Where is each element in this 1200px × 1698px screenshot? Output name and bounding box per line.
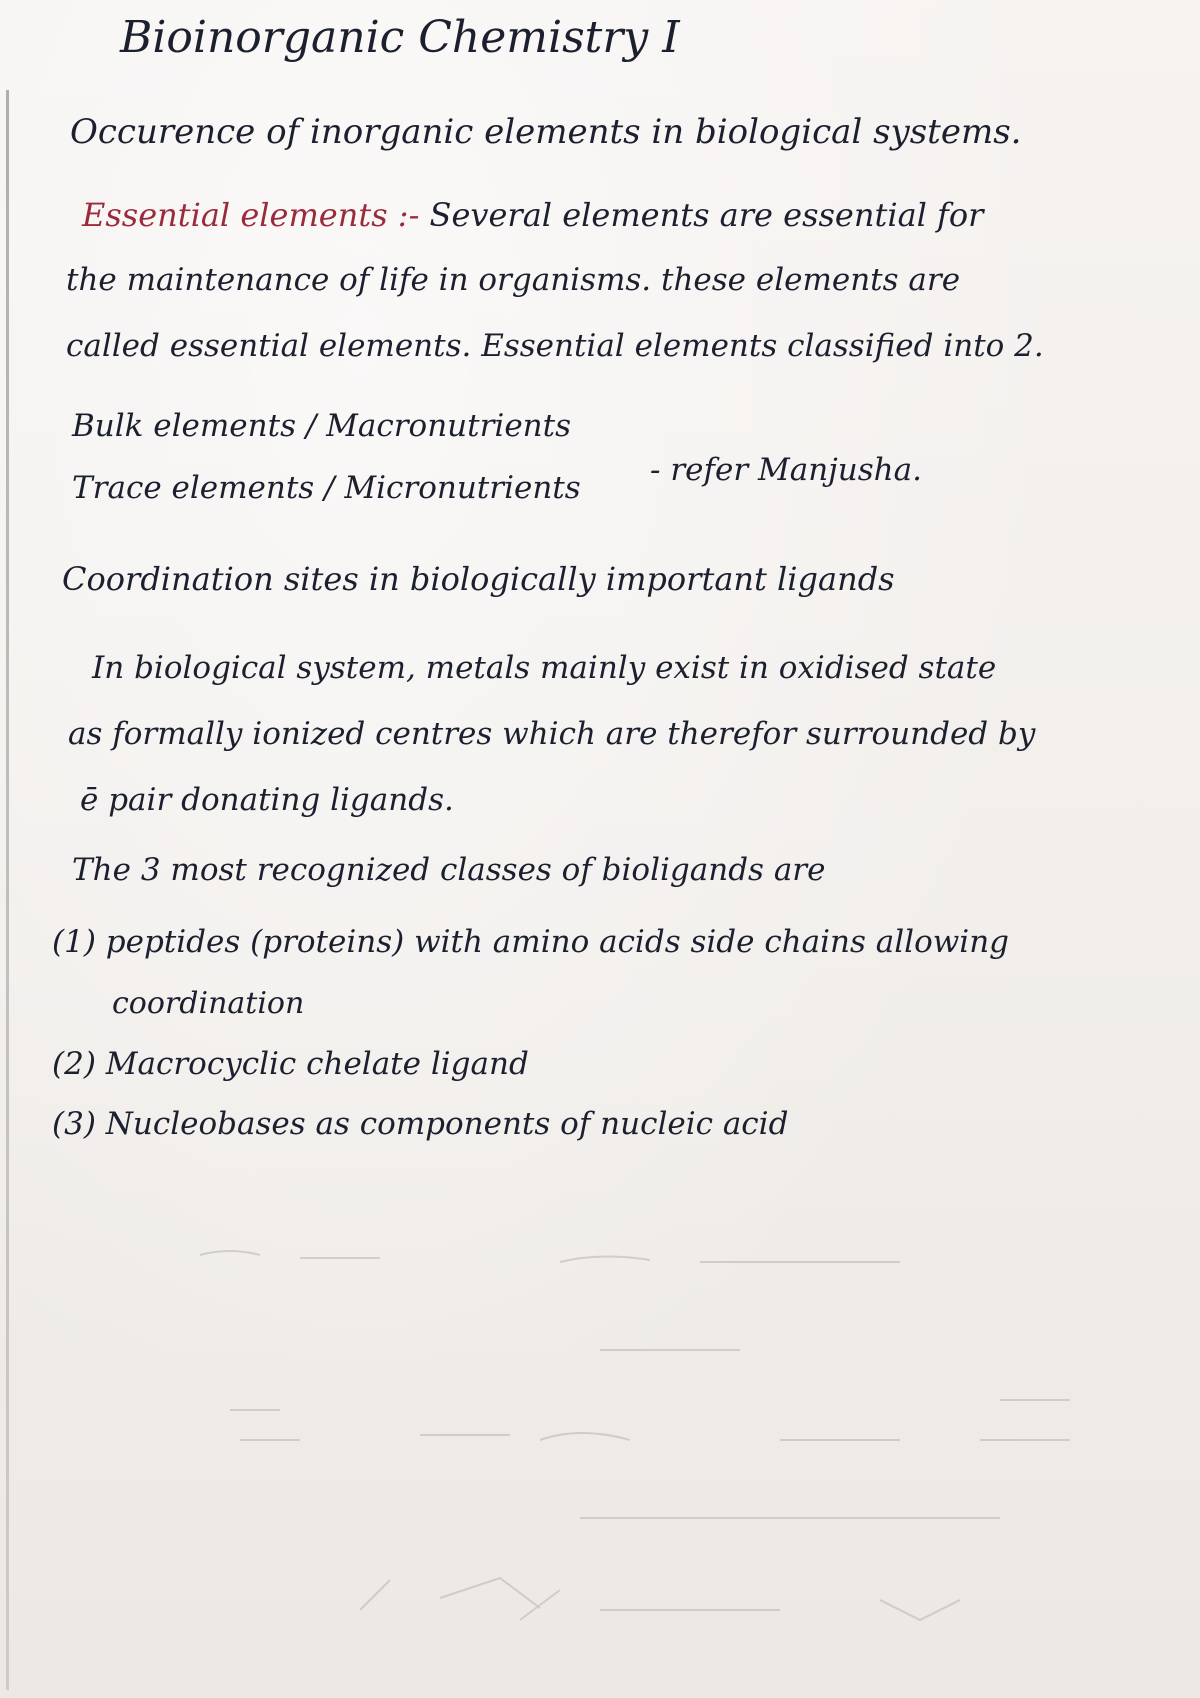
coordination-paragraph-line-3: ē pair donating ligands.: [80, 782, 454, 818]
coordination-paragraph-line-1: In biological system, metals mainly exist in oxidised state: [92, 650, 997, 686]
refer-note: - refer Manjusha.: [650, 452, 922, 488]
essential-elements-text: Several elements are essential for: [419, 196, 984, 234]
bioligand-classes-intro: The 3 most recognized classes of bioligands are: [72, 852, 826, 888]
section-heading-occurrence: Occurence of inorganic elements in biological systems.: [70, 112, 1022, 152]
essential-elements-text-line-3: called essential elements. Essential elements classified into 2.: [66, 328, 1044, 364]
page-edge-line: [6, 90, 9, 1690]
essential-elements-text-line-2: the maintenance of life in organisms. these elements are: [66, 262, 961, 298]
page-title: Bioinorganic Chemistry I: [120, 12, 680, 63]
bioligand-class-item-1: (1) peptides (proteins) with amino acids side chains allowing: [52, 924, 1010, 960]
bioligand-class-item-2: (2) Macrocyclic chelate ligand: [52, 1046, 529, 1082]
bioligand-class-item-1-continued: coordination: [112, 986, 305, 1021]
essential-elements-label: Essential elements :-: [82, 196, 420, 234]
section-heading-coordination-sites: Coordination sites in biologically important ligands: [62, 560, 895, 598]
essential-elements-line: [82, 196, 983, 234]
coordination-paragraph-line-2: as formally ionized centres which are therefor surrounded by: [68, 716, 1036, 752]
bulk-elements-item: Bulk elements / Macronutrients: [72, 408, 571, 444]
bioligand-class-item-3: (3) Nucleobases as components of nucleic acid: [52, 1106, 789, 1142]
trace-elements-item: Trace elements / Micronutrients: [72, 470, 581, 506]
